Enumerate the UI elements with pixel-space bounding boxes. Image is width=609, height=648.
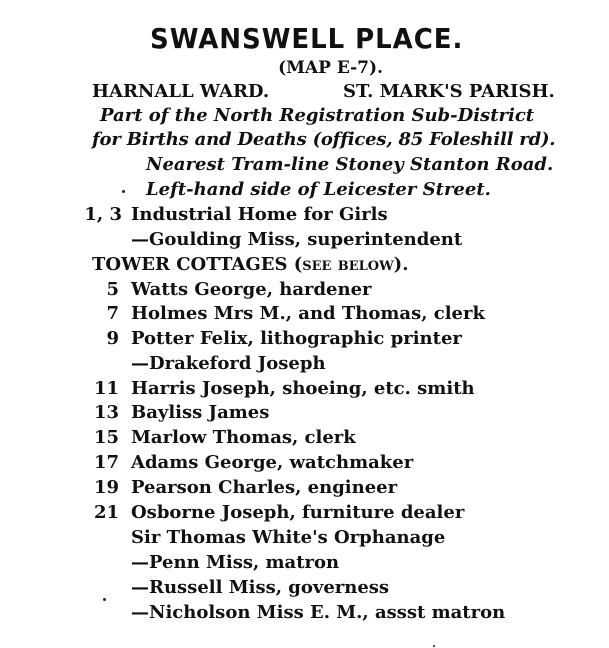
- registration-line-1: Part of the North Registration Sub-District: [100, 105, 535, 126]
- house-number: 19: [93, 477, 119, 498]
- tram-line-note: Nearest Tram-line Stoney Stanton Road.: [146, 154, 554, 175]
- page-title: SWANSWELL PLACE.: [150, 22, 464, 55]
- directory-entry: TOWER COTTAGES (see below).: [92, 254, 409, 275]
- directory-entry: Harris Joseph, shoeing, etc. smith: [131, 378, 475, 399]
- directory-entry: Potter Felix, lithographic printer: [131, 328, 462, 349]
- house-number: 13: [93, 402, 119, 423]
- directory-entry: Marlow Thomas, clerk: [131, 427, 356, 448]
- directory-entry: Industrial Home for Girls: [131, 204, 388, 225]
- parish-name: ST. MARK'S PARISH.: [343, 81, 555, 102]
- directory-entry: Sir Thomas White's Orphanage: [131, 527, 446, 548]
- house-number: 1, 3: [84, 204, 122, 225]
- directory-entry: —Russell Miss, governess: [131, 577, 390, 598]
- directory-entry: Adams George, watchmaker: [131, 452, 414, 473]
- directory-entry: Pearson Charles, engineer: [131, 477, 398, 498]
- house-number: 7: [106, 303, 119, 324]
- directory-entry: Holmes Mrs M., and Thomas, clerk: [131, 303, 485, 324]
- registration-line-2: for Births and Deaths (offices, 85 Foleshill rd).: [92, 129, 556, 150]
- house-number: 21: [93, 502, 119, 523]
- directory-entry: Osborne Joseph, furniture dealer: [131, 502, 465, 523]
- directory-entry: Bayliss James: [131, 402, 270, 423]
- map-reference: (MAP E-7).: [278, 58, 383, 78]
- street-side-note: Left-hand side of Leicester Street.: [146, 179, 491, 200]
- house-number: 11: [93, 378, 119, 399]
- print-speck: [103, 598, 106, 601]
- directory-entry: Watts George, hardener: [131, 279, 372, 300]
- house-number: 15: [93, 427, 119, 448]
- directory-entry: —Penn Miss, matron: [131, 552, 340, 573]
- directory-entry: —Nicholson Miss E. M., assst matron: [131, 602, 506, 623]
- house-number: 17: [93, 452, 119, 473]
- print-speck: [122, 190, 125, 193]
- house-number: 5: [106, 279, 119, 300]
- house-number: 9: [106, 328, 119, 349]
- directory-entry: —Goulding Miss, superintendent: [131, 229, 463, 250]
- ward-name: HARNALL WARD.: [92, 81, 270, 102]
- directory-entry: —Drakeford Joseph: [131, 353, 326, 374]
- print-speck: [433, 645, 435, 647]
